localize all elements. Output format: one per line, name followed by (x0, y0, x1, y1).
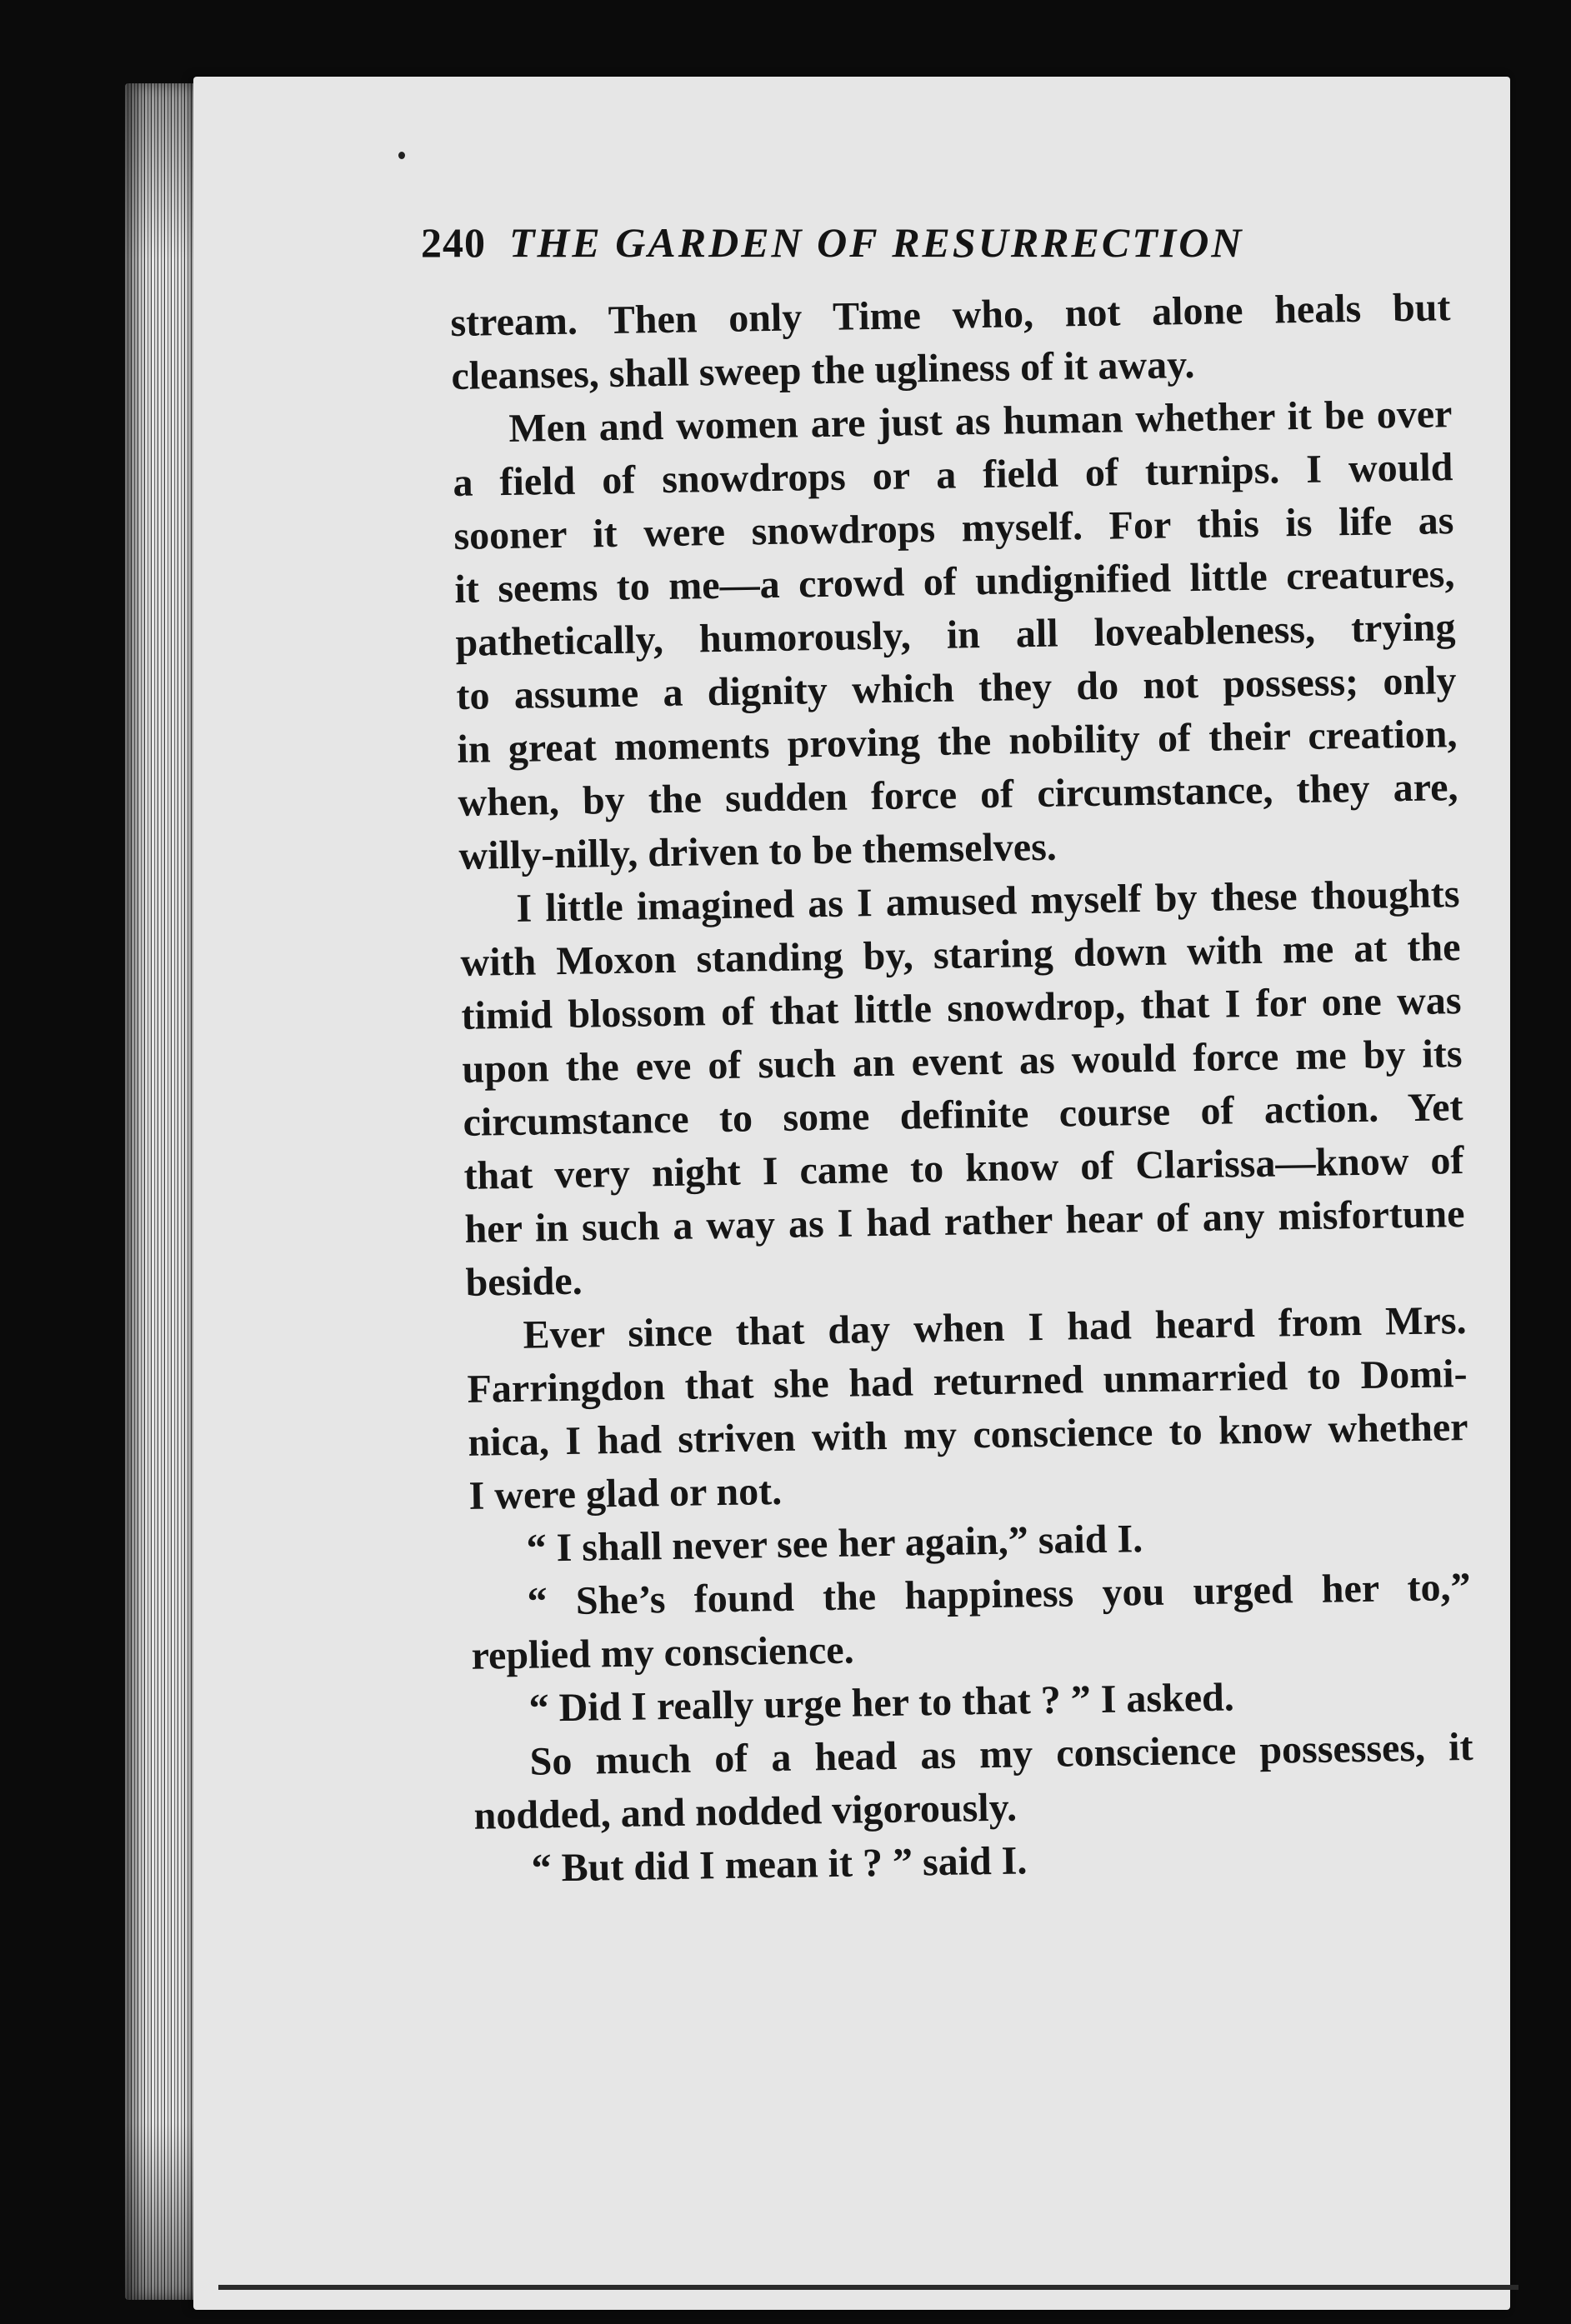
text-line: that very night I came to know of Clarissa—know of (463, 1138, 1464, 1198)
text-line: when, by the sudden force of circumstance, they are, (458, 765, 1458, 825)
ink-speck (398, 152, 405, 159)
page-header (421, 218, 1421, 285)
text-line: nodded, and nodded vigorously. (473, 1785, 1018, 1838)
body-text (450, 281, 1475, 1897)
text-line: Men and women are just as human whether it be over (508, 392, 1453, 451)
text-line: replied my conscience. (471, 1627, 855, 1678)
text-line: with Moxon standing by, staring down with me at the (460, 925, 1461, 985)
text-line: it seems to me—a crowd of undignified little creatures, (454, 552, 1455, 612)
text-line: I were glad or not. (468, 1468, 783, 1518)
text-line: timid blossom of that little snowdrop, that I for one was (461, 978, 1462, 1038)
text-line: Farringdon that she had returned unmarried to Domi- (467, 1351, 1468, 1412)
text-line: to assume a dignity which they do not possess; only (456, 658, 1457, 718)
text-line: upon the eve of such an event as would force me by its (462, 1032, 1463, 1092)
text-line: cleanses, shall sweep the ugliness of it away. (451, 342, 1195, 398)
text-line: “ I shall never see her again,” said I. (526, 1517, 1143, 1571)
text-line: a field of snowdrops or a field of turnips. I would (453, 445, 1453, 505)
text-line: her in such a way as I had rather hear of any misfortune (464, 1192, 1465, 1252)
text-line: sooner it were snowdrops myself. For this is life as (453, 498, 1454, 558)
text-line: “ Did I really urge her to that ? ” I asked. (528, 1675, 1235, 1731)
running-title: THE GARDEN OF RESURRECTION (509, 219, 1244, 266)
text-line: willy-nilly, driven to be themselves. (458, 824, 1058, 878)
text-line: circumstance to some definite course of action. Yet (463, 1085, 1463, 1145)
text-line: stream. Then only Time who, not alone heals but (450, 285, 1451, 345)
text-line: “ She’s found the happiness you urged her to,” (527, 1564, 1471, 1624)
page-bottom-edge (218, 2285, 1518, 2290)
text-line: I little imagined as I amused myself by these thoughts (516, 872, 1460, 931)
text-line: in great moments proving the nobility of their creation, (457, 712, 1458, 772)
text-line: pathetically, humorously, in all loveableness, trying (455, 605, 1456, 665)
text-line: “ But did I mean it ? ” said I. (531, 1838, 1028, 1891)
text-line: Ever since that day when I had heard from Mrs. (523, 1298, 1467, 1357)
page-number: 240 (421, 219, 486, 266)
text-line: So much of a head as my conscience possesses, it (529, 1724, 1473, 1784)
text-line: beside. (465, 1258, 583, 1305)
text-line: nica, I had striven with my conscience to know whether (468, 1404, 1468, 1465)
